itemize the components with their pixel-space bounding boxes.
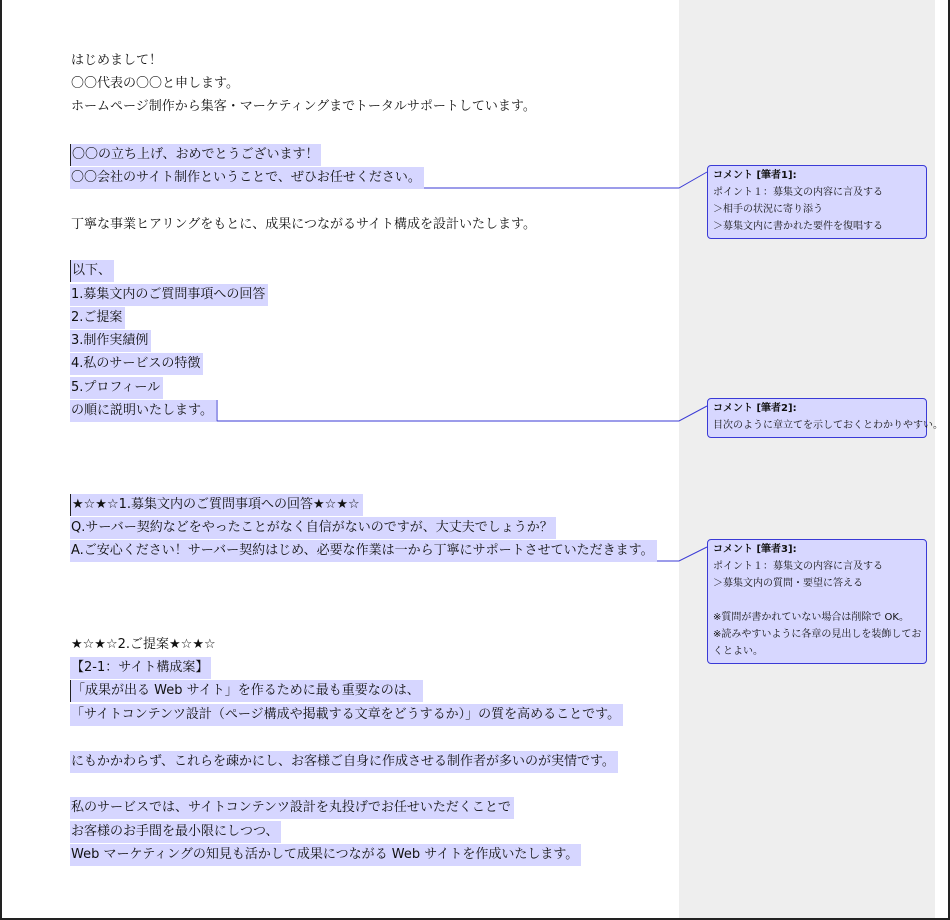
body-line-highlighted[interactable]: お客様のお手間を最小限にしつつ、: [70, 821, 281, 843]
body-line-highlighted[interactable]: にもかかわらず、これらを疎かにし、お客様ご自身に作成させる制作者が多いのが実情です。: [70, 751, 618, 773]
body-line-highlighted[interactable]: A.ご安心ください！サーバー契約はじめ、必要な作業は一から丁寧にサポートさせていただきます。: [70, 540, 657, 562]
toc-item[interactable]: 1.募集文内のご質問事項への回答: [70, 284, 268, 306]
comment-line: ※読みやすいように各章の見出しを装飾してお: [713, 629, 922, 640]
comment-line: ポイント１：募集文の内容に言及する: [713, 187, 883, 198]
body-line-highlighted[interactable]: 「成果が出る Web サイト」を作るために最も重要なのは、: [70, 680, 423, 702]
body-line-highlighted[interactable]: Web マーケティングの知見も活かして成果につながる Web サイトを作成いたします。: [70, 844, 581, 866]
body-line-highlighted[interactable]: Q.サーバー契約などをやったことがなく自信がないのですが、大丈夫でしょうか？: [70, 517, 556, 539]
comment-line: [713, 592, 922, 609]
subsection-heading[interactable]: 【2-1：サイト構成案】: [70, 657, 211, 679]
body-line: 〇〇代表の〇〇と申します。: [71, 76, 239, 91]
section-heading: ★☆★☆2.ご提案★☆★☆: [71, 637, 216, 652]
comment-line: ポイント１：募集文の内容に言及する: [713, 561, 883, 572]
body-line-highlighted[interactable]: 〇〇会社のサイト制作ということで、ぜひお任せください。: [70, 167, 424, 189]
comment-line: ＞相手の状況に寄り添う: [713, 204, 823, 215]
comment-line: ＞募集文内の質問・要望に答える: [713, 578, 863, 589]
comment-line: ※質問が書かれていない場合は削除で OK。: [713, 612, 909, 623]
comment-balloon-2[interactable]: [707, 398, 943, 438]
body-line-highlighted[interactable]: 以下、: [70, 260, 114, 282]
comment-title: コメント [筆者1]:: [713, 170, 797, 181]
section-heading[interactable]: ★☆★☆1.募集文内のご質問事項への回答★☆★☆: [70, 494, 363, 516]
body-line-highlighted[interactable]: 私のサービスでは、サイトコンテンツ設計を丸投げでお任せいただくことで: [70, 797, 514, 819]
toc-item[interactable]: 5.プロフィール: [70, 377, 163, 399]
body-line: 丁寧な事業ヒアリングをもとに、成果につながるサイト構成を設計いたします。: [71, 217, 537, 232]
comment-1-connector: [402, 167, 707, 188]
body-line: はじめまして！: [71, 53, 163, 68]
toc-item[interactable]: 2.ご提案: [70, 307, 125, 329]
body-line-highlighted[interactable]: の順に説明いたします。: [70, 400, 216, 422]
comment-line: 目次のように章立てを示しておくとわかりやすい。: [713, 420, 943, 431]
comment-balloon-3[interactable]: [707, 539, 927, 664]
comment-title: コメント [筆者3]:: [713, 544, 797, 555]
comment-2-connector: [217, 400, 707, 421]
comment-line: ＞募集文内に書かれた要件を復唱する: [713, 221, 883, 232]
body-line: ホームページ制作から集客・マーケティングまでトータルサポートしています。: [71, 99, 536, 114]
comment-line: くとよい。: [713, 646, 763, 657]
toc-item[interactable]: 3.制作実績例: [70, 330, 151, 352]
comment-title: コメント [筆者2]:: [713, 403, 797, 414]
toc-item[interactable]: 4.私のサービスの特徴: [70, 353, 203, 375]
body-line-highlighted[interactable]: 〇〇の立ち上げ、おめでとうございます！: [70, 144, 321, 166]
comment-balloon-1[interactable]: [707, 165, 927, 239]
body-line-highlighted[interactable]: 「サイトコンテンツ設計（ページ構成や掲載する文章をどうするか）」の質を高めることです。: [70, 704, 623, 726]
